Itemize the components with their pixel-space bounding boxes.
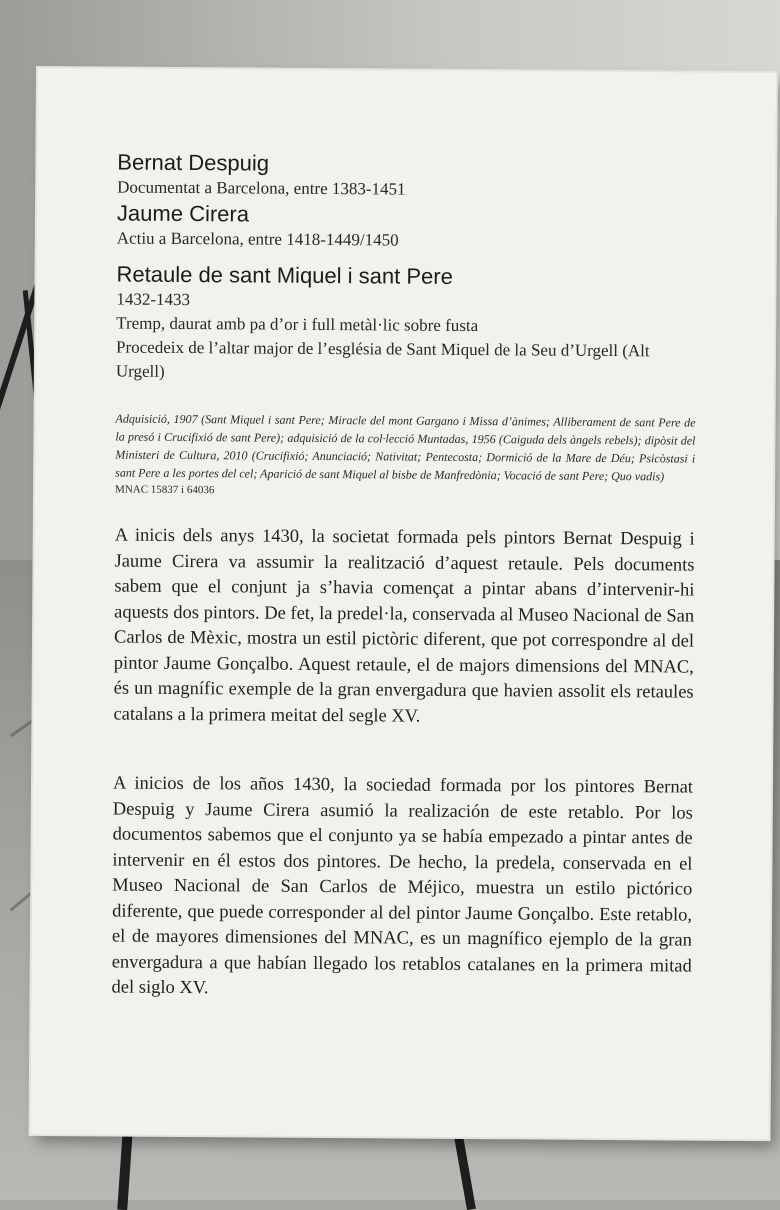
- artwork-date: 1432-1433: [116, 289, 191, 310]
- artist-name: Jaume Cirera: [116, 200, 250, 227]
- artwork-technique: Tremp, daurat amb pa d’or i full metàl·lic sobre fusta: [116, 313, 479, 336]
- inventory-number: MNAC 15837 i 64036: [115, 483, 215, 497]
- artist-dates: Documentat a Barcelona, entre 1383-1451: [117, 177, 406, 199]
- artwork-provenance: Procedeix de l’altar major de l’església de Sant Miquel de la Seu d’Urgell (Alt Urgell): [115, 337, 650, 381]
- description-catalan: A inicis dels anys 1430, la societat formada pels pintors Bernat Despuig i Jaume Cirera va assumir la realització d’aquest retaule. Pels documents sabem que el conjunt ja s’havia començat a pintar abans d’intervenir-hi aquests dos pintors. De fet, la predel·la, conservada al Museo Nacional de San Carlos de Mèxic, mostra un estil pictòric diferent, que pot correspondre al del pintor Jaume Gonçalbo. Aquest retaule, el de majors dimensions del MNAC, és un magnífic exemple de la gran envergadura que havien assolit els retaules catalans a la primera meitat del segle XV.: [113, 525, 695, 727]
- artist-dates: Actiu a Barcelona, entre 1418-1449/1450: [116, 228, 399, 250]
- description-spanish: A inicios de los años 1430, la sociedad formada por los pintores Bernat Despuig y Jaume Cirera asumió la realización de este retablo. Por los documentos sabemos que el conjunto ya se había empezado a pintar antes de intervenir en él estos dos pintores. De hecho, la predela, conservada en el Museo Nacional de San Carlos de Méjico, muestra un estilo pictórico diferente, que puede corresponder al del pintor Jaume Gonçalbo. Este retablo, el de mayores dimensiones del MNAC, es un magnífico ejemplo de la gran envergadura a que habían llegado los retablos catalanes en la primera mitad del siglo XV.: [111, 773, 694, 999]
- artist-name: Bernat Despuig: [117, 149, 270, 176]
- museum-placard: [31, 68, 776, 1139]
- acquisition-note: Adquisició, 1907 (Sant Miquel i sant Pere; Miracle del mont Gargano i Missa d’ànimes; Alliberament de sant Pere de la presó i Crucifixió de sant Pere); adquisició de la col·lecció Muntadas, 1956 (Caiguda dels àngels rebels); dipòsit del Ministeri de Cultura, 2010 (Crucifixió; Anunciació; Nativitat; Pentecosta; Dormició de la Mare de Déu; Psicòstasi i sant Pere a les portes del cel; Aparició de sant Miquel al bisbe de Manfredònia; Vocació de sant Pere; Quo vadis): [115, 411, 696, 484]
- artwork-title: Retaule de sant Miquel i sant Pere: [116, 261, 453, 289]
- placard-content: [111, 149, 697, 1006]
